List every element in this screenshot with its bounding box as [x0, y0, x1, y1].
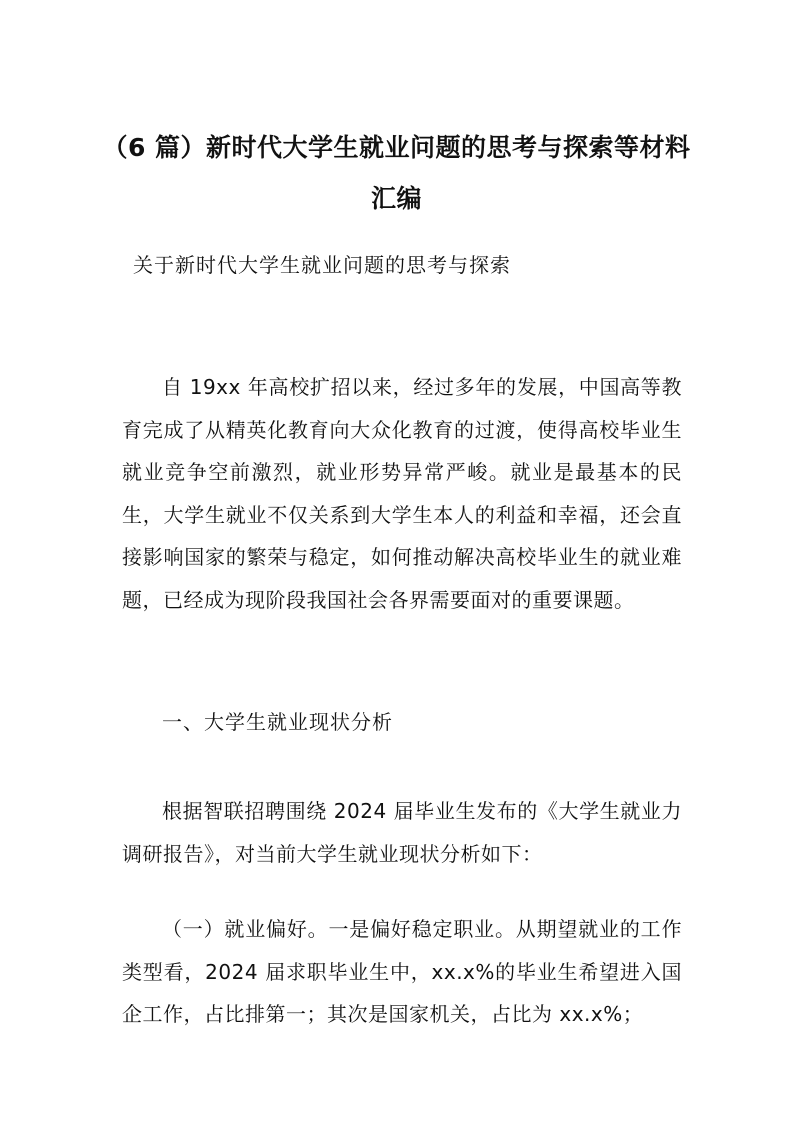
section-heading: 一、大学生就业现状分析 [162, 710, 393, 734]
employment-preference-paragraph: （一）就业偏好。一是偏好稳定职业。从期望就业的工作类型看，2024 届求职毕业生中，xx.x%的毕业生希望进入国企工作，占比排第一；其次是国家机关，占比为 xx.x%； [122, 917, 682, 1026]
document-title-line-1: （6 篇）新时代大学生就业问题的思考与探索等材料 [102, 133, 691, 162]
report-paragraph: 根据智联招聘围绕 2024 届毕业生发布的《大学生就业力调研报告》，对当前大学生就业现状分析如下： [122, 799, 682, 866]
document-title-line-2: 汇编 [370, 184, 422, 213]
intro-paragraph: 自 19xx 年高校扩招以来，经过多年的发展，中国高等教育完成了从精英化教育向大众化教育的过渡，使得高校毕业生就业竞争空前激烈，就业形势异常严峻。就业是最基本的民生，大学生就业不仅关系到大学生本人的利益和幸福，还会直接影响国家的繁荣与稳定，如何推动解决高校毕业生的就业难题，已经成为现阶段我国社会各界需要面对的重要课题。 [122, 375, 682, 612]
document-subtitle: 关于新时代大学生就业问题的思考与探索 [133, 253, 511, 277]
